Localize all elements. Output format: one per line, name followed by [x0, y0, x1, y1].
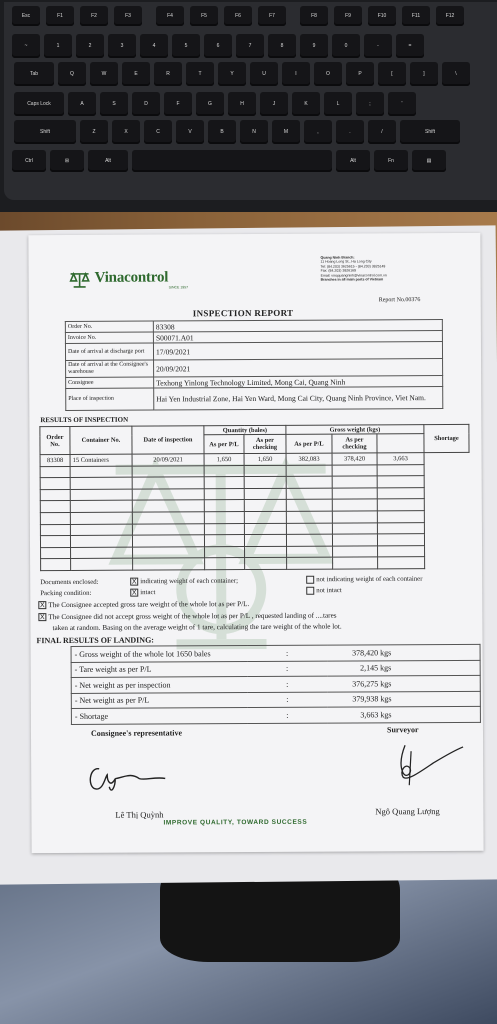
landing-unit: kgs: [380, 663, 392, 673]
empty-cell: [377, 499, 424, 511]
packing-unchecked: not intact: [316, 587, 342, 595]
empty-cell: [70, 524, 132, 536]
surveyor-label: Surveyor: [386, 725, 419, 735]
bullet: -: [74, 649, 78, 659]
key-f9[interactable]: F9: [334, 6, 362, 26]
statement-2: [38, 612, 336, 622]
empty-cell: [377, 511, 424, 523]
branch-line: Quang Ninh Branch:: [320, 255, 355, 260]
keyboard: [0, 0, 497, 215]
key-b[interactable]: B: [208, 120, 236, 144]
key-f2[interactable]: F2: [80, 6, 108, 26]
key-tab[interactable]: Tab: [14, 62, 54, 86]
key-space[interactable]: [132, 150, 332, 172]
empty-cell: [40, 489, 70, 501]
empty-cell: [133, 547, 205, 559]
empty-cell: [70, 535, 132, 547]
key-shift[interactable]: Shift: [14, 120, 76, 144]
key-9[interactable]: 9: [300, 34, 328, 58]
empty-cell: [132, 465, 204, 477]
empty-cell: [286, 511, 332, 523]
key-6[interactable]: 6: [204, 34, 232, 58]
key-w[interactable]: W: [90, 62, 118, 86]
landing-unit: kgs: [380, 710, 392, 720]
empty-cell: [377, 476, 424, 488]
header-date-of-inspection: Date of inspection: [132, 426, 204, 454]
empty-cell: [204, 500, 244, 512]
landing-label-text: Net weight as per P/L: [79, 695, 150, 706]
key-x[interactable]: X: [112, 120, 140, 144]
landing-unit: kgs: [380, 694, 392, 704]
info-label: Place of inspection: [66, 388, 154, 410]
info-row: [65, 342, 442, 361]
key--[interactable]: \: [442, 62, 470, 86]
landing-number: 378,420: [352, 648, 379, 658]
empty-cell: [70, 512, 132, 524]
bullet: -: [74, 665, 78, 675]
landing-number: 3,663: [360, 710, 379, 720]
empty-cell: [378, 545, 425, 557]
key-f12[interactable]: F12: [436, 6, 464, 26]
empty-cell: [40, 501, 70, 513]
key-d[interactable]: D: [132, 92, 160, 116]
key--[interactable]: ~: [12, 34, 40, 58]
empty-cell: [204, 512, 244, 524]
bullet: -: [74, 680, 78, 690]
key-ctrl[interactable]: Ctrl: [12, 150, 46, 172]
empty-cell: [377, 534, 424, 546]
branch-line: Branches in all main ports of Vietnam: [320, 277, 384, 282]
empty-cell: [70, 489, 132, 501]
checkbox-checked[interactable]: X: [39, 602, 45, 610]
empty-cell: [40, 478, 70, 490]
header-order-no: Order No.: [40, 426, 70, 454]
empty-cell: [245, 558, 287, 570]
key-esc[interactable]: Esc: [12, 6, 40, 26]
footer-slogan: IMPROVE QUALITY, TOWARD SUCCESS: [163, 818, 308, 827]
empty-cell: [132, 500, 204, 512]
statement-2-text: The Consignee did not accept gross weight of the whole lot as per P/L , requested landing of ....tares: [48, 611, 337, 622]
key-f3[interactable]: F3: [114, 6, 142, 26]
cell-shortage: 3,663: [377, 453, 424, 465]
results-of-inspection-table: [39, 424, 470, 571]
empty-cell: [133, 558, 205, 570]
empty-cell: [204, 535, 244, 547]
info-label: Date of arrival at discharge port: [65, 343, 153, 360]
landing-number: 379,938: [352, 694, 379, 704]
key--[interactable]: ': [388, 92, 416, 116]
landing-colon: :: [247, 645, 327, 661]
header-shortage: Shortage: [424, 424, 469, 452]
info-row: [66, 387, 443, 411]
key-8[interactable]: 8: [268, 34, 296, 58]
key-caps-lock[interactable]: Caps Lock: [14, 92, 64, 116]
empty-cell: [286, 488, 332, 500]
info-value: S00071.A01: [153, 331, 442, 344]
empty-cell: [377, 522, 424, 534]
key-f6[interactable]: F6: [224, 6, 252, 26]
empty-cell: [245, 546, 287, 558]
info-label: Order No.: [65, 321, 153, 332]
bullet: -: [74, 696, 78, 706]
cell-gw-pl: 382,083: [286, 453, 332, 465]
landing-label-text: Shortage: [79, 711, 109, 721]
key-s[interactable]: S: [100, 92, 128, 116]
key--[interactable]: ⊞: [50, 150, 84, 172]
key--[interactable]: -: [364, 34, 392, 58]
empty-cell: [332, 499, 377, 511]
landing-label: [71, 692, 247, 708]
checkbox-checked[interactable]: X: [131, 589, 137, 597]
empty-cell: [40, 524, 70, 536]
empty-cell: [204, 488, 244, 500]
key-t[interactable]: T: [186, 62, 214, 86]
key-3[interactable]: 3: [108, 34, 136, 58]
final-results-heading: FINAL RESULTS OF LANDING:: [36, 635, 154, 646]
key-p[interactable]: P: [346, 62, 374, 86]
key-fn[interactable]: Fn: [374, 150, 408, 172]
key-shift[interactable]: Shift: [400, 120, 460, 144]
key-f1[interactable]: F1: [46, 6, 74, 26]
empty-cell: [244, 465, 286, 477]
key--[interactable]: ▤: [412, 150, 446, 172]
empty-cell: [286, 499, 332, 511]
key-y[interactable]: Y: [218, 62, 246, 86]
documents-enclosed-label: Documents enclosed:: [40, 578, 99, 586]
empty-cell: [70, 466, 132, 478]
statement-2-continued: taken at random. Basing on the average weight of 1 tare, calculating the tare weight of the whole lot.: [52, 622, 342, 633]
empty-cell: [286, 523, 332, 535]
header-qty-as-per-checking: As per checking: [244, 434, 286, 453]
documents-option-unchecked: not indicating weight of each container: [316, 575, 423, 584]
landing-value: [327, 660, 480, 676]
table-row: [41, 557, 470, 571]
logo-wordmark: Vinacontrol: [94, 269, 169, 286]
landing-colon: :: [247, 692, 327, 708]
header-gw-as-per-pl: As per P/L: [286, 434, 332, 453]
key-e[interactable]: E: [122, 62, 150, 86]
inspection-report-sheet: [28, 233, 483, 853]
empty-cell: [287, 546, 333, 558]
empty-cell: [333, 557, 378, 569]
key-f7[interactable]: F7: [258, 6, 286, 26]
key-u[interactable]: U: [250, 62, 278, 86]
order-info-table: [65, 319, 443, 411]
empty-cell: [71, 547, 133, 559]
empty-cell: [205, 558, 245, 570]
bullet: -: [74, 711, 78, 721]
empty-cell: [244, 500, 286, 512]
packing-condition-line: [40, 589, 155, 598]
header-gw-as-per-checking: As per checking: [332, 434, 377, 453]
key-l[interactable]: L: [324, 92, 352, 116]
branch-line: Fax: (84.203) 3826169: [320, 268, 357, 273]
key-i[interactable]: I: [282, 62, 310, 86]
packing-label: Packing condition:: [40, 589, 92, 597]
empty-cell: [286, 465, 332, 477]
key--[interactable]: /: [368, 120, 396, 144]
info-value: 83308: [153, 320, 442, 333]
empty-cell: [244, 534, 286, 546]
landing-colon: :: [247, 676, 327, 692]
consignee-name: Lê Thị Quỳnh: [115, 809, 164, 820]
key-k[interactable]: K: [292, 92, 320, 116]
key--[interactable]: =: [396, 34, 424, 58]
key-alt[interactable]: Alt: [88, 150, 128, 172]
header-gross-weight-group: Gross weight (kgs): [286, 425, 424, 435]
key-2[interactable]: 2: [76, 34, 104, 58]
key-z[interactable]: Z: [80, 120, 108, 144]
checkbox-unchecked[interactable]: [306, 587, 314, 595]
info-value: 17/09/2021: [153, 342, 442, 361]
vinacontrol-logo-icon: [69, 271, 91, 289]
key-h[interactable]: H: [228, 92, 256, 116]
empty-cell: [70, 477, 132, 489]
landing-unit: kgs: [380, 679, 392, 689]
key-4[interactable]: 4: [140, 34, 168, 58]
key-c[interactable]: C: [144, 120, 172, 144]
empty-cell: [205, 546, 245, 558]
branch-line: Tel: (84.203) 3625615 - (84.203) 3825149: [320, 264, 386, 269]
packing-checked: intact: [140, 589, 156, 597]
statement-1-text: The Consignee accepted gross tare weight of the whole lot as per P/L.: [48, 600, 250, 610]
key-5[interactable]: 5: [172, 34, 200, 58]
branch-line: 11 Hoang Long St., Ha Long City: [320, 259, 372, 265]
empty-cell: [332, 464, 377, 476]
checkbox-checked[interactable]: X: [40, 614, 45, 622]
consignee-representative-label: Consignee's representative: [90, 728, 183, 738]
empty-cell: [286, 476, 332, 488]
empty-cell: [287, 557, 333, 569]
key-f4[interactable]: F4: [156, 6, 184, 26]
key-1[interactable]: 1: [44, 34, 72, 58]
info-value: Texhong Yinlong Technology Limited, Mong Cai, Quang Ninh: [154, 376, 443, 389]
empty-cell: [71, 558, 133, 570]
landing-number: 376,275: [352, 679, 379, 689]
key-r[interactable]: R: [154, 62, 182, 86]
empty-cell: [332, 511, 377, 523]
empty-cell: [132, 535, 204, 547]
surveyor-signature-icon: [391, 741, 471, 791]
empty-cell: [244, 523, 286, 535]
key-f11[interactable]: F11: [402, 6, 430, 26]
packing-unchecked-line: [306, 587, 342, 595]
cell-gw-checking: 378,420: [332, 453, 377, 465]
empty-cell: [204, 523, 244, 535]
documents-enclosed-line: [40, 577, 238, 586]
info-value: 20/09/2021: [154, 359, 443, 378]
report-number: Report No.00376: [378, 297, 421, 304]
key-m[interactable]: M: [272, 120, 300, 144]
empty-cell: [378, 557, 425, 569]
branch-line: Email: vinqquangninh@vinacontrol.com.vn: [320, 272, 387, 278]
checkbox-unchecked[interactable]: [306, 576, 314, 584]
landing-value: [327, 675, 480, 691]
header-qty-as-per-pl: As per P/L: [204, 435, 244, 454]
cell-qty-pl: 1,650: [204, 454, 244, 466]
empty-cell: [333, 546, 378, 558]
logo-since: SINCE 1957: [168, 285, 189, 290]
key-f5[interactable]: F5: [190, 6, 218, 26]
empty-cell: [244, 488, 286, 500]
results-body: [40, 452, 470, 570]
consignee-signature-icon: [85, 756, 175, 796]
key-7[interactable]: 7: [236, 34, 264, 58]
key-alt[interactable]: Alt: [336, 150, 370, 172]
landing-colon: :: [247, 707, 327, 723]
empty-cell: [332, 534, 377, 546]
landing-row: [71, 706, 480, 724]
empty-cell: [40, 536, 70, 548]
key-g[interactable]: G: [196, 92, 224, 116]
landing-label: [71, 646, 247, 662]
landing-colon: :: [247, 661, 327, 677]
info-label: Consignee: [66, 377, 154, 388]
landing-label: [71, 708, 247, 724]
cell-date: 20/09/2021: [132, 454, 204, 466]
header-quantity-group: Quantity (bales): [204, 425, 286, 434]
empty-cell: [40, 512, 70, 524]
branch-info: [320, 255, 386, 282]
key--[interactable]: .: [336, 120, 364, 144]
key--[interactable]: [: [378, 62, 406, 86]
key-f10[interactable]: F10: [368, 6, 396, 26]
info-row: [66, 359, 443, 378]
empty-cell: [332, 476, 377, 488]
key-f8[interactable]: F8: [300, 6, 328, 26]
empty-cell: [377, 464, 424, 476]
page-title: INSPECTION REPORT: [192, 307, 294, 319]
key-q[interactable]: Q: [58, 62, 86, 86]
documents-unchecked-line: [306, 575, 422, 584]
cell-order-no: 83308: [40, 454, 70, 466]
final-landing-table: [71, 644, 481, 725]
key-a[interactable]: A: [68, 92, 96, 116]
empty-cell: [244, 511, 286, 523]
landing-value: [327, 644, 480, 660]
cell-qty-checking: 1,650: [244, 453, 286, 465]
landing-number: 2,145: [360, 663, 379, 673]
key--[interactable]: ]: [410, 62, 438, 86]
surveyor-name: Ngô Quang Lượng: [375, 806, 440, 817]
empty-cell: [204, 477, 244, 489]
empty-cell: [132, 512, 204, 524]
key-o[interactable]: O: [314, 62, 342, 86]
key--[interactable]: ,: [304, 120, 332, 144]
landing-label-text: Tare weight as per P/L: [79, 664, 152, 675]
empty-cell: [40, 466, 70, 478]
landing-label-text: Net weight as per inspection: [79, 680, 171, 690]
empty-cell: [132, 477, 204, 489]
empty-cell: [132, 523, 204, 535]
empty-cell: [377, 487, 424, 499]
empty-cell: [204, 465, 244, 477]
key-n[interactable]: N: [240, 120, 268, 144]
info-label: Invoice No.: [65, 332, 153, 343]
empty-cell: [132, 489, 204, 501]
checkbox-checked[interactable]: X: [131, 578, 137, 586]
empty-cell: [41, 559, 71, 571]
key--[interactable]: ;: [356, 92, 384, 116]
key-v[interactable]: V: [176, 120, 204, 144]
landing-unit: kgs: [380, 648, 392, 658]
empty-cell: [41, 547, 71, 559]
empty-cell: [332, 522, 377, 534]
info-label: Date of arrival at the Consignee's warehouse: [66, 360, 154, 377]
landing-label: [71, 661, 247, 677]
key-f[interactable]: F: [164, 92, 192, 116]
landing-label: [71, 677, 247, 693]
empty-cell: [244, 477, 286, 489]
empty-cell: [286, 534, 332, 546]
key-0[interactable]: 0: [332, 34, 360, 58]
info-value: Hai Yen Industrial Zone, Hai Yen Ward, Mong Cai City, Quang Ninh Province, Viet Nam.: [154, 387, 443, 411]
empty-cell: [332, 488, 377, 500]
header-container-no: Container No.: [70, 426, 132, 454]
empty-cell: [70, 501, 132, 513]
landing-label-text: Gross weight of the whole lot 1650 bales: [79, 648, 211, 659]
results-heading: RESULTS OF INSPECTION: [40, 415, 129, 425]
documents-option-checked: indicating weight of each container;: [140, 577, 238, 586]
landing-value: [327, 706, 480, 722]
cell-container-no: 15 Containers: [70, 454, 132, 466]
landing-value: [327, 691, 480, 707]
key-j[interactable]: J: [260, 92, 288, 116]
statement-1: [38, 600, 249, 609]
